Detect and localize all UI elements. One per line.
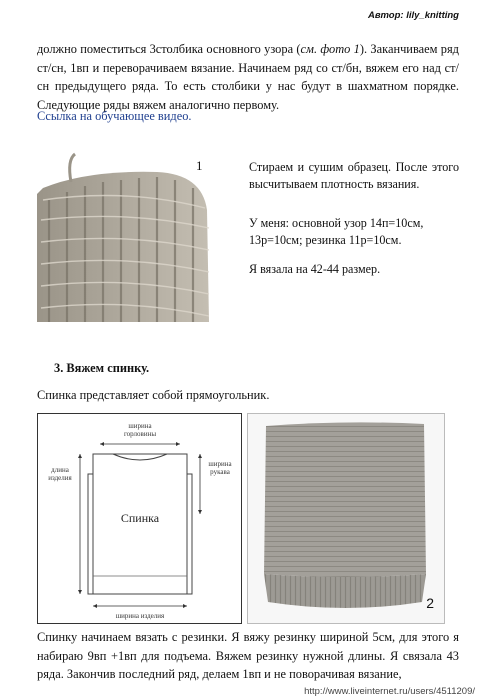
footer-url: http://www.liveinternet.ru/users/4511209/	[304, 686, 475, 697]
side-text-wash: Стираем и сушим образец. После этого высчитываем плотность вязания.	[249, 160, 459, 192]
side-text-gauge: У меня: основной узор 14п=10см, 13р=10см; резинка 11р=10см.	[249, 216, 424, 248]
knitted-back-image	[248, 414, 444, 623]
author-label: Автор: lily_knitting	[368, 10, 459, 21]
intro-paragraph: должно поместиться 3столбика основного узора (см. фото 1). Заканчиваем ряд ст/сн, 1вп и переворачиваем вязание. Начинаем ряд со ст/бн, вяжем его над ст/сн предыдущего ряда. То есть столбики у нас будут в шахматном порядке. Следующие ряды вяжем аналогично первому.	[37, 42, 459, 112]
photo-2-number: 2	[426, 595, 434, 611]
photo-1-number: 1	[196, 158, 203, 173]
back-panel-photo	[247, 413, 445, 624]
stitch-sample-photo	[37, 150, 213, 322]
length-label-2: изделия	[48, 474, 72, 482]
length-label-1: длина	[51, 466, 69, 474]
section-heading: 3. Вяжем спинку.	[54, 361, 150, 375]
side-text-size: Я вязала на 42-44 размер.	[249, 262, 381, 276]
sleeve-width-label-2: рукава	[210, 468, 230, 476]
diagram-center-label: Спинка	[120, 511, 160, 525]
section-intro: Спинка представляет собой прямоугольник.	[37, 388, 270, 402]
back-pattern-schematic	[38, 414, 241, 623]
product-width-label: ширина изделия	[115, 612, 165, 620]
body-paragraph: Спинку начинаем вязать с резинки. Я вяжу резинку шириной 5см, для этого я набираю 9вп +1вп для подъема. Вяжем резинку нужной длины. Я связала 43 ряда. Закончив последний ряд, делаем 1вп и не поворачивая вязание,	[37, 630, 459, 681]
sleeve-width-label-1: ширина	[208, 460, 232, 468]
neck-width-label-2: горловины	[123, 430, 157, 438]
tutorial-video-link[interactable]: Ссылка на обучающее видео.	[37, 109, 192, 123]
neck-width-label-1: ширина	[128, 422, 152, 430]
back-panel-diagram	[37, 413, 242, 624]
crochet-swatch-image	[37, 150, 213, 322]
